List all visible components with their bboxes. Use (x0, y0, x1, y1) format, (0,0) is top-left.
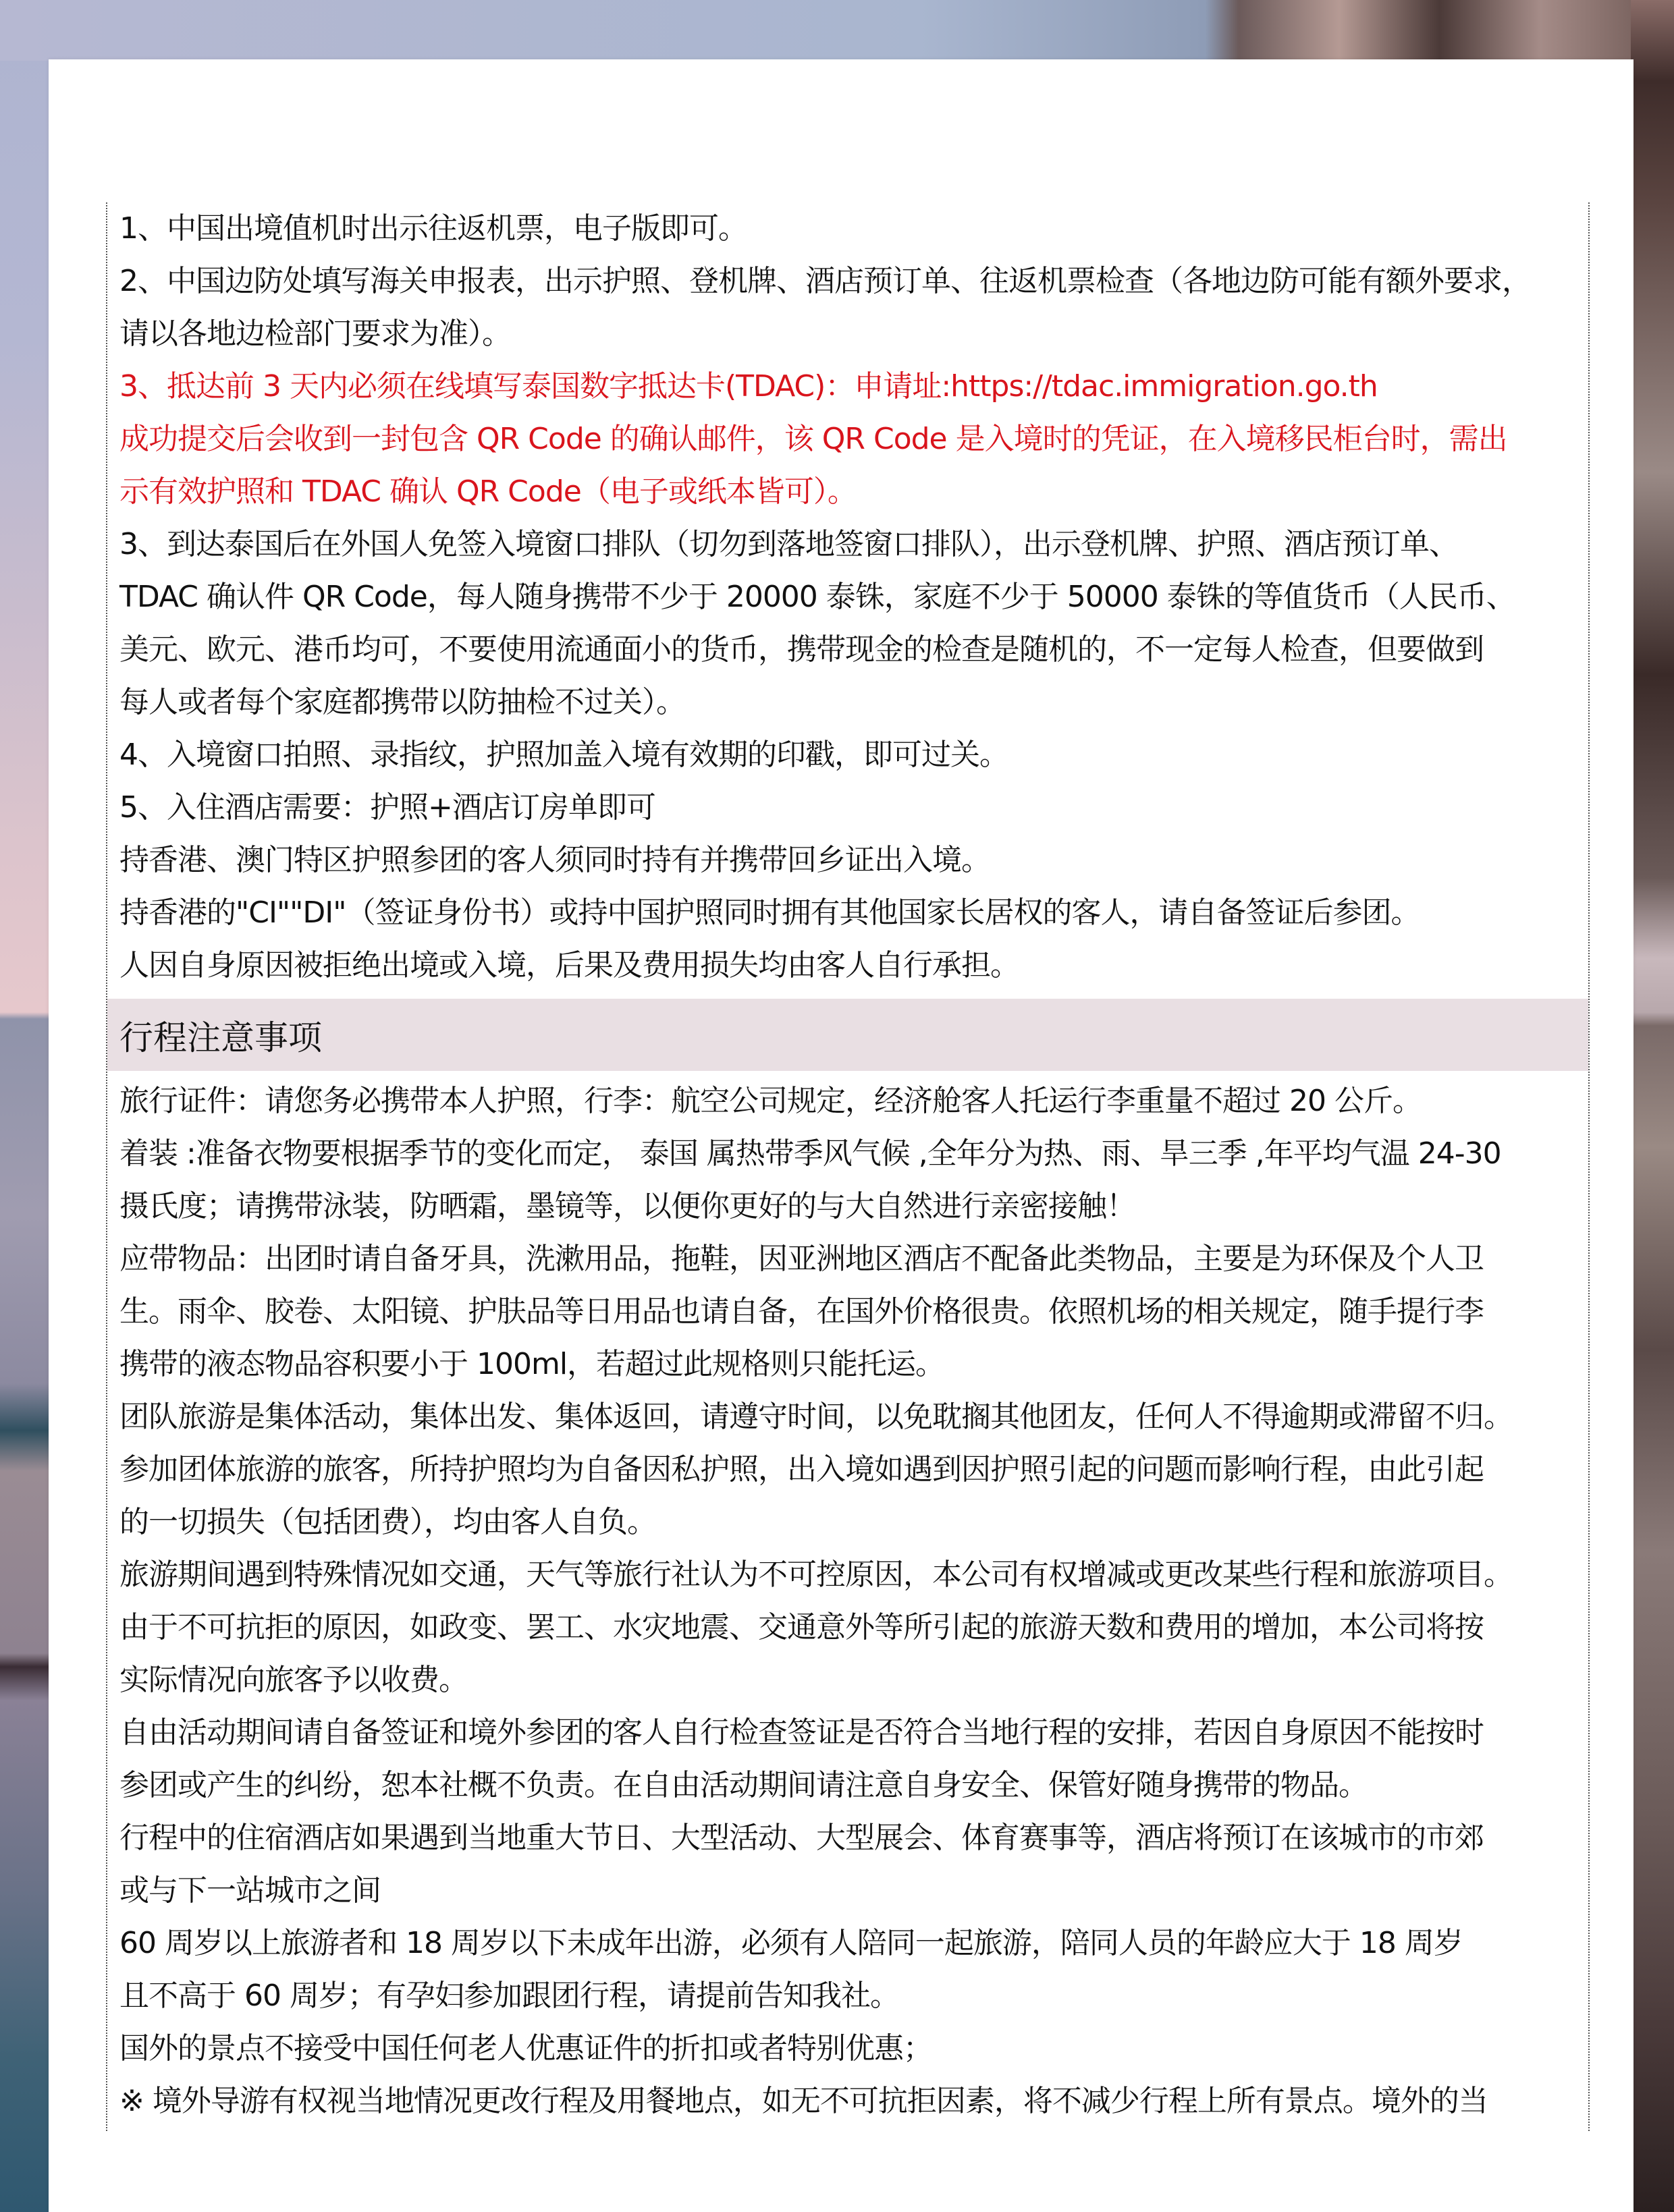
entry-line-3: 3、到达泰国后在外国人免签入境窗口排队（切勿到落地签窗口排队），出示登机牌、护照、酒店预订单、 (119, 527, 1458, 561)
tdac-notice-line-3: 示有效护照和 TDAC 确认 QR Code（电子或纸本皆可）。 (119, 474, 857, 509)
section-header-notes (107, 999, 1588, 1071)
document-card (49, 59, 1634, 2212)
notes-line: 参加团体旅游的旅客，所持护照均为自备因私护照，出入境如遇到因护照引起的问题而影响行程，由此引起 (119, 1452, 1484, 1487)
notes-line: 60 周岁以上旅游者和 18 周岁以下未成年出游，必须有人陪同一起旅游，陪同人员的年龄应大于 18 周岁 (119, 1926, 1463, 1960)
entry-line-3-cont-1: TDAC 确认件 QR Code，每人随身携带不少于 20000 泰铢，家庭不少于 50000 泰铢的等值货币（人民币、 (119, 580, 1515, 614)
background-photo-top (0, 0, 1674, 61)
hk-macau-line: 持香港、澳门特区护照参团的客人须同时持有并携带回乡证出入境。 (119, 843, 990, 877)
content-box (106, 202, 1590, 2131)
notes-line: 摄氏度；请携带泳装，防晒霜，墨镜等，以便你更好的与大自然进行亲密接触！ (119, 1189, 1135, 1223)
entry-line-1: 1、中国出境值机时出示往返机票，电子版即可。 (119, 211, 747, 246)
ci-di-line: 持香港的"CI""DI"（签证身份书）或持中国护照同时拥有其他国家长居权的客人，请自备签证后参团。 (119, 895, 1420, 930)
tdac-notice-line-1: 3、抵达前 3 天内必须在线填写泰国数字抵达卡(TDAC)：申请址:https://tdac.immigration.go.th (119, 369, 1378, 404)
notes-line: 的一切损失（包括团费），均由客人自负。 (119, 1505, 656, 1539)
notes-line: 行程中的住宿酒店如果遇到当地重大节日、大型活动、大型展会、体育赛事等，酒店将预订在该城市的市郊 (119, 1821, 1484, 1855)
notes-line: 参团或产生的纠纷，恕本社概不负责。在自由活动期间请注意自身安全、保管好随身携带的物品。 (119, 1768, 1368, 1802)
notes-line: 团队旅游是集体活动，集体出发、集体返回，请遵守时间，以免耽搁其他团友，任何人不得逾期或滞留不归。 (119, 1400, 1513, 1434)
notes-line: 由于不可抗拒的原因，如政变、罢工、水灾地震、交通意外等所引起的旅游天数和费用的增加，本公司将按 (119, 1610, 1484, 1644)
notes-line: 生。雨伞、胶卷、太阳镜、护肤品等日用品也请自备，在国外价格很贵。依照机场的相关规定，随手提行李 (119, 1294, 1484, 1329)
entry-line-2: 2、中国边防处填写海关申报表，出示护照、登机牌、酒店预订单、往返机票检查（各地边防可能有额外要求， (119, 264, 1531, 298)
notes-line: ※ 境外导游有权视当地情况更改行程及用餐地点，如无不可抗拒因素，将不减少行程上所有景点。境外的当 (119, 2084, 1488, 2118)
section-title: 行程注意事项 (119, 1018, 322, 1057)
notes-line: 且不高于 60 周岁；有孕妇参加跟团行程，请提前告知我社。 (119, 1979, 899, 2013)
notes-line: 自由活动期间请自备签证和境外参团的客人自行检查签证是否符合当地行程的安排，若因自身原因不能按时 (119, 1715, 1484, 1750)
notes-line: 旅行证件：请您务必携带本人护照，行李：航空公司规定，经济舱客人托运行李重量不超过 20 公斤。 (119, 1084, 1422, 1118)
notes-line: 应带物品：出团时请自备牙具，洗漱用品，拖鞋，因亚洲地区酒店不配备此类物品，主要是为环保及个人卫 (119, 1242, 1484, 1276)
notes-line: 着装 :准备衣物要根据季节的变化而定， 泰国 属热带季风气候 ,全年分为热、雨、旱三季 ,年平均气温 24-30 (119, 1136, 1501, 1171)
entry-line-4: 4、入境窗口拍照、录指纹，护照加盖入境有效期的印戳，即可过关。 (119, 738, 1008, 772)
refusal-line: 人因自身原因被拒绝出境或入境，后果及费用损失均由客人自行承担。 (119, 948, 1019, 983)
entry-line-3-cont-3: 每人或者每个家庭都携带以防抽检不过关）。 (119, 685, 685, 719)
notes-section (119, 1075, 1575, 2128)
notes-line: 携带的液态物品容积要小于 100ml，若超过此规格则只能托运。 (119, 1347, 945, 1381)
entry-line-2-cont: 请以各地边检部门要求为准）。 (119, 316, 511, 351)
tdac-notice-line-2: 成功提交后会收到一封包含 QR Code 的确认邮件，该 QR Code 是入境时的凭证，在入境移民柜台时，需出 (119, 422, 1507, 456)
notes-line: 或与下一站城市之间 (119, 1873, 381, 1908)
entry-section (119, 202, 1575, 992)
background-photo-left (0, 0, 54, 2212)
entry-line-3-cont-2: 美元、欧元、港币均可，不要使用流通面小的货币，携带现金的检查是随机的，不一定每人检查，但要做到 (119, 632, 1484, 667)
notes-line: 实际情况向旅客予以收费。 (119, 1663, 468, 1697)
notes-line: 旅游期间遇到特殊情况如交通，天气等旅行社认为不可控原因，本公司有权增减或更改某些行程和旅游项目。 (119, 1557, 1513, 1592)
entry-line-5: 5、入住酒店需要：护照+酒店订房单即可 (119, 790, 655, 825)
notes-line: 国外的景点不接受中国任何老人优惠证件的折扣或者特别优惠； (119, 2031, 932, 2066)
background-photo-right (1631, 0, 1674, 2212)
